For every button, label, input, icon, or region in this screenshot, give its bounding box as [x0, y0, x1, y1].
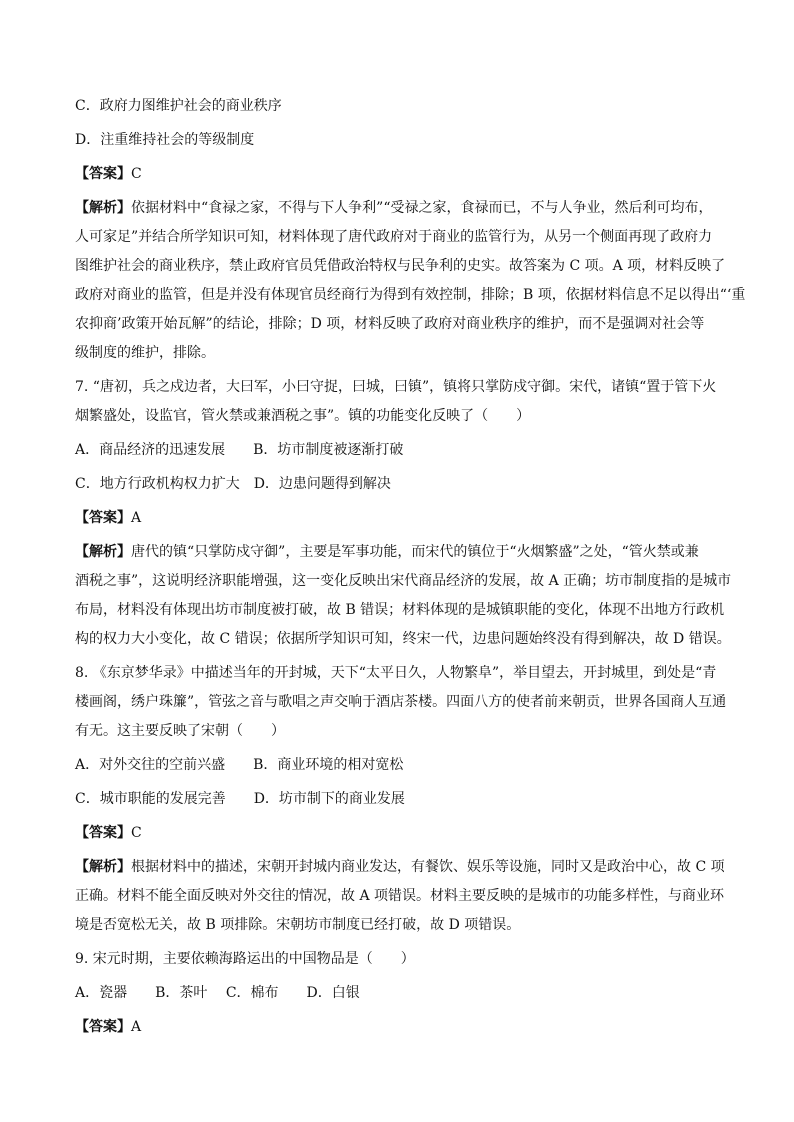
text-line: 正确。材料不能全面反映对外交往的情况，故 A 项错误。材料主要反映的是城市的功能多样性，与商业环 [75, 888, 725, 904]
text-line: 农抑商’政策开始瓦解”的结论，排除；D 项，材料反映了政府对商业秩序的维护，而不是强调对社会等 [75, 316, 705, 332]
text-line: C．城市职能的发展完善 D．坊市制下的商业发展 [75, 791, 405, 807]
text-line: A．对外交往的空前兴盛 B．商业环境的相对宽松 [75, 757, 404, 773]
option-line [75, 789, 725, 809]
analysis-tag: 【解析】 [75, 200, 131, 216]
answer-line [75, 823, 725, 843]
question-8 [75, 663, 725, 741]
text-line: C．地方行政机构权力扩大 D．边患问题得到解决 [75, 476, 391, 492]
text-line: 8. 《东京梦华录》中描述当年的开封城，天下“太平日久，人物繁阜”，举目望去，开封城里，到处是“青 [75, 665, 717, 681]
analysis-paragraph [75, 542, 732, 649]
text-line: 9. 宋元时期，主要依赖海路运出的中国物品是（ ） [75, 951, 415, 967]
question-7 [75, 377, 725, 426]
analysis-paragraph [75, 857, 725, 935]
question-9 [75, 949, 725, 969]
option-line [75, 96, 725, 116]
text-line: 楼画阁，绣户珠簾”，管弦之音与歌唱之声交响于酒店茶楼。四面八方的使者前来朝贡，世界各国商人互通 [75, 694, 727, 710]
answer-value: C [131, 166, 142, 182]
text-line: 有无。这主要反映了宋朝（ ） [75, 723, 285, 739]
text-line: 政府对商业的监管，但是并没有体现官员经商行为得到有效控制，排除；B 项，依据材料信息不足以得出“‘重 [75, 287, 746, 303]
answer-line [75, 164, 725, 184]
text-line: 布局，材料没有体现出坊市制度被打破，故 B 错误；材料体现的是城镇职能的变化，体现不出地方行政机 [75, 602, 725, 618]
text-line: 境是否宽松无关，故 B 项排除。宋朝坊市制度已经打破，故 D 项错误。 [75, 917, 521, 933]
text-line: A．商品经济的迅速发展 B．坊市制度被逐渐打破 [75, 442, 404, 458]
text-line: A．瓷器 B．茶叶 C．棉布 D．白银 [75, 985, 360, 1001]
text-line: 根据材料中的描述，宋朝开封城内商业发达，有餐饮、娱乐等设施，同时又是政治中心，故 C 项 [131, 859, 725, 875]
text-line: 酒税之事”，这说明经济职能增强，这一变化反映出宋代商品经济的发展，故 A 正确；坊市制度指的是城市 [75, 573, 732, 589]
answer-tag: 【答案】 [75, 166, 131, 182]
text-line: D．注重维持社会的等级制度 [75, 132, 255, 148]
text-line: 人可家足”并结合所学知识可知，材料体现了唐代政府对于商业的监管行为，从另一个侧面再现了政府力 [75, 229, 713, 245]
analysis-tag: 【解析】 [75, 544, 131, 560]
answer-value: C [131, 825, 142, 841]
option-line [75, 755, 725, 775]
text-line: 构的权力大小变化，故 C 错误；依据所学知识可知，终宋一代，边患问题始终没有得到解决，故 D 错误。 [75, 631, 731, 647]
text-line: 7. “唐初，兵之戍边者，大曰军，小曰守捉，曰城，曰镇”，镇将只掌防戍守御。宋代，诸镇“置于管下火 [75, 379, 717, 395]
text-line: 烟繁盛处，设监官，管火禁或兼酒税之事”。镇的功能变化反映了（ ） [75, 408, 531, 424]
answer-value: A [131, 1019, 142, 1035]
option-line [75, 983, 725, 1003]
text-line: 唐代的镇“只掌防戍守御”，主要是军事功能，而宋代的镇位于“火烟繁盛”之处，“管火禁或兼 [131, 544, 699, 560]
option-line [75, 474, 725, 494]
document-page [75, 96, 746, 1037]
text-line: 依据材料中“食禄之家，不得与下人争利”“受禄之家，食禄而已，不与人争业，然后利可均布， [131, 200, 713, 216]
answer-line [75, 508, 725, 528]
option-line [75, 440, 725, 460]
answer-value: A [131, 510, 142, 526]
analysis-tag: 【解析】 [75, 859, 131, 875]
text-line: C．政府力图维护社会的商业秩序 [75, 98, 282, 114]
answer-tag: 【答案】 [75, 510, 131, 526]
answer-tag: 【答案】 [75, 825, 131, 841]
text-line: 图维护社会的商业秩序，禁止政府官员凭借政治特权与民争利的史实。故答案为 C 项。A 项，材料反映了 [75, 258, 726, 274]
option-line [75, 130, 725, 150]
answer-tag: 【答案】 [75, 1019, 131, 1035]
answer-line [75, 1017, 725, 1037]
text-line: 级制度的维护，排除。 [75, 345, 215, 361]
analysis-paragraph [75, 198, 746, 363]
